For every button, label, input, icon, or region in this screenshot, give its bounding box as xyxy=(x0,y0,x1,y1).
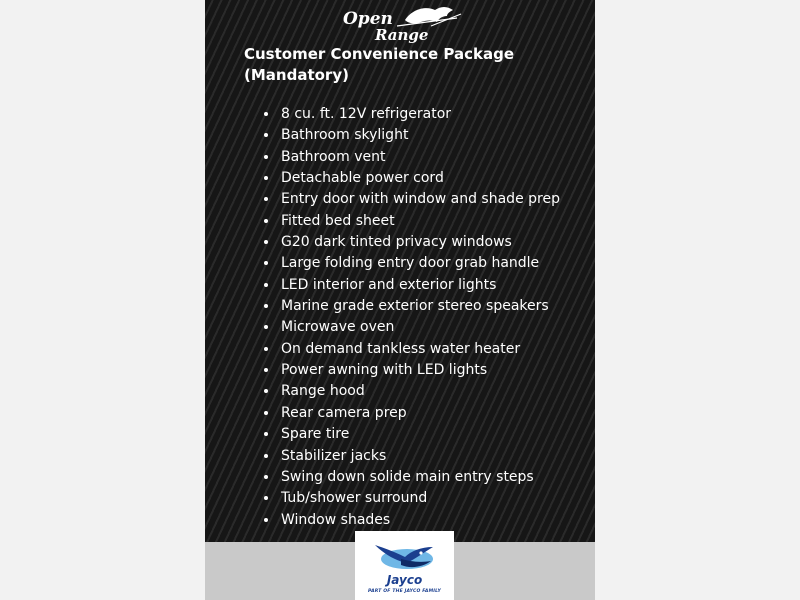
dark-striped-panel xyxy=(205,0,595,542)
feature-item: • Tub/shower surround xyxy=(279,488,560,509)
feature-list xyxy=(261,104,560,531)
feature-item: • Swing down solide main entry steps xyxy=(279,467,560,488)
jayco-family-badge xyxy=(355,531,454,600)
feature-item: • Bathroom vent xyxy=(279,147,560,168)
package-title: Customer Convenience Package (Mandatory) xyxy=(244,45,515,84)
jayco-wordmark: Jayco xyxy=(386,573,423,587)
feature-item: • LED interior and exterior lights xyxy=(279,275,560,296)
jayco-tagline: PART OF THE JAYCO FAMILY xyxy=(368,589,441,594)
jayco-bird-icon xyxy=(371,539,437,575)
feature-item: • Range hood xyxy=(279,381,560,402)
open-range-logo xyxy=(335,2,465,44)
feature-item: • Marine grade exterior stereo speakers xyxy=(279,296,560,317)
svg-text:Open: Open xyxy=(343,9,393,29)
feature-item: • Detachable power cord xyxy=(279,168,560,189)
feature-poster xyxy=(205,0,595,600)
svg-text:Range: Range xyxy=(375,26,429,44)
feature-item: • Rear camera prep xyxy=(279,403,560,424)
feature-item: • On demand tankless water heater xyxy=(279,339,560,360)
feature-item: • Power awning with LED lights xyxy=(279,360,560,381)
open-range-logo-graphic xyxy=(335,2,465,44)
feature-item: • 8 cu. ft. 12V refrigerator xyxy=(279,104,560,125)
feature-item: • Spare tire xyxy=(279,424,560,445)
feature-item: • Microwave oven xyxy=(279,317,560,338)
feature-item: • Large folding entry door grab handle xyxy=(279,253,560,274)
feature-item: • Window shades xyxy=(279,510,560,531)
feature-item: • Stabilizer jacks xyxy=(279,446,560,467)
feature-item: • G20 dark tinted privacy windows xyxy=(279,232,560,253)
feature-item: • Fitted bed sheet xyxy=(279,211,560,232)
feature-item: • Bathroom skylight xyxy=(279,125,560,146)
feature-item: • Entry door with window and shade prep xyxy=(279,189,560,210)
